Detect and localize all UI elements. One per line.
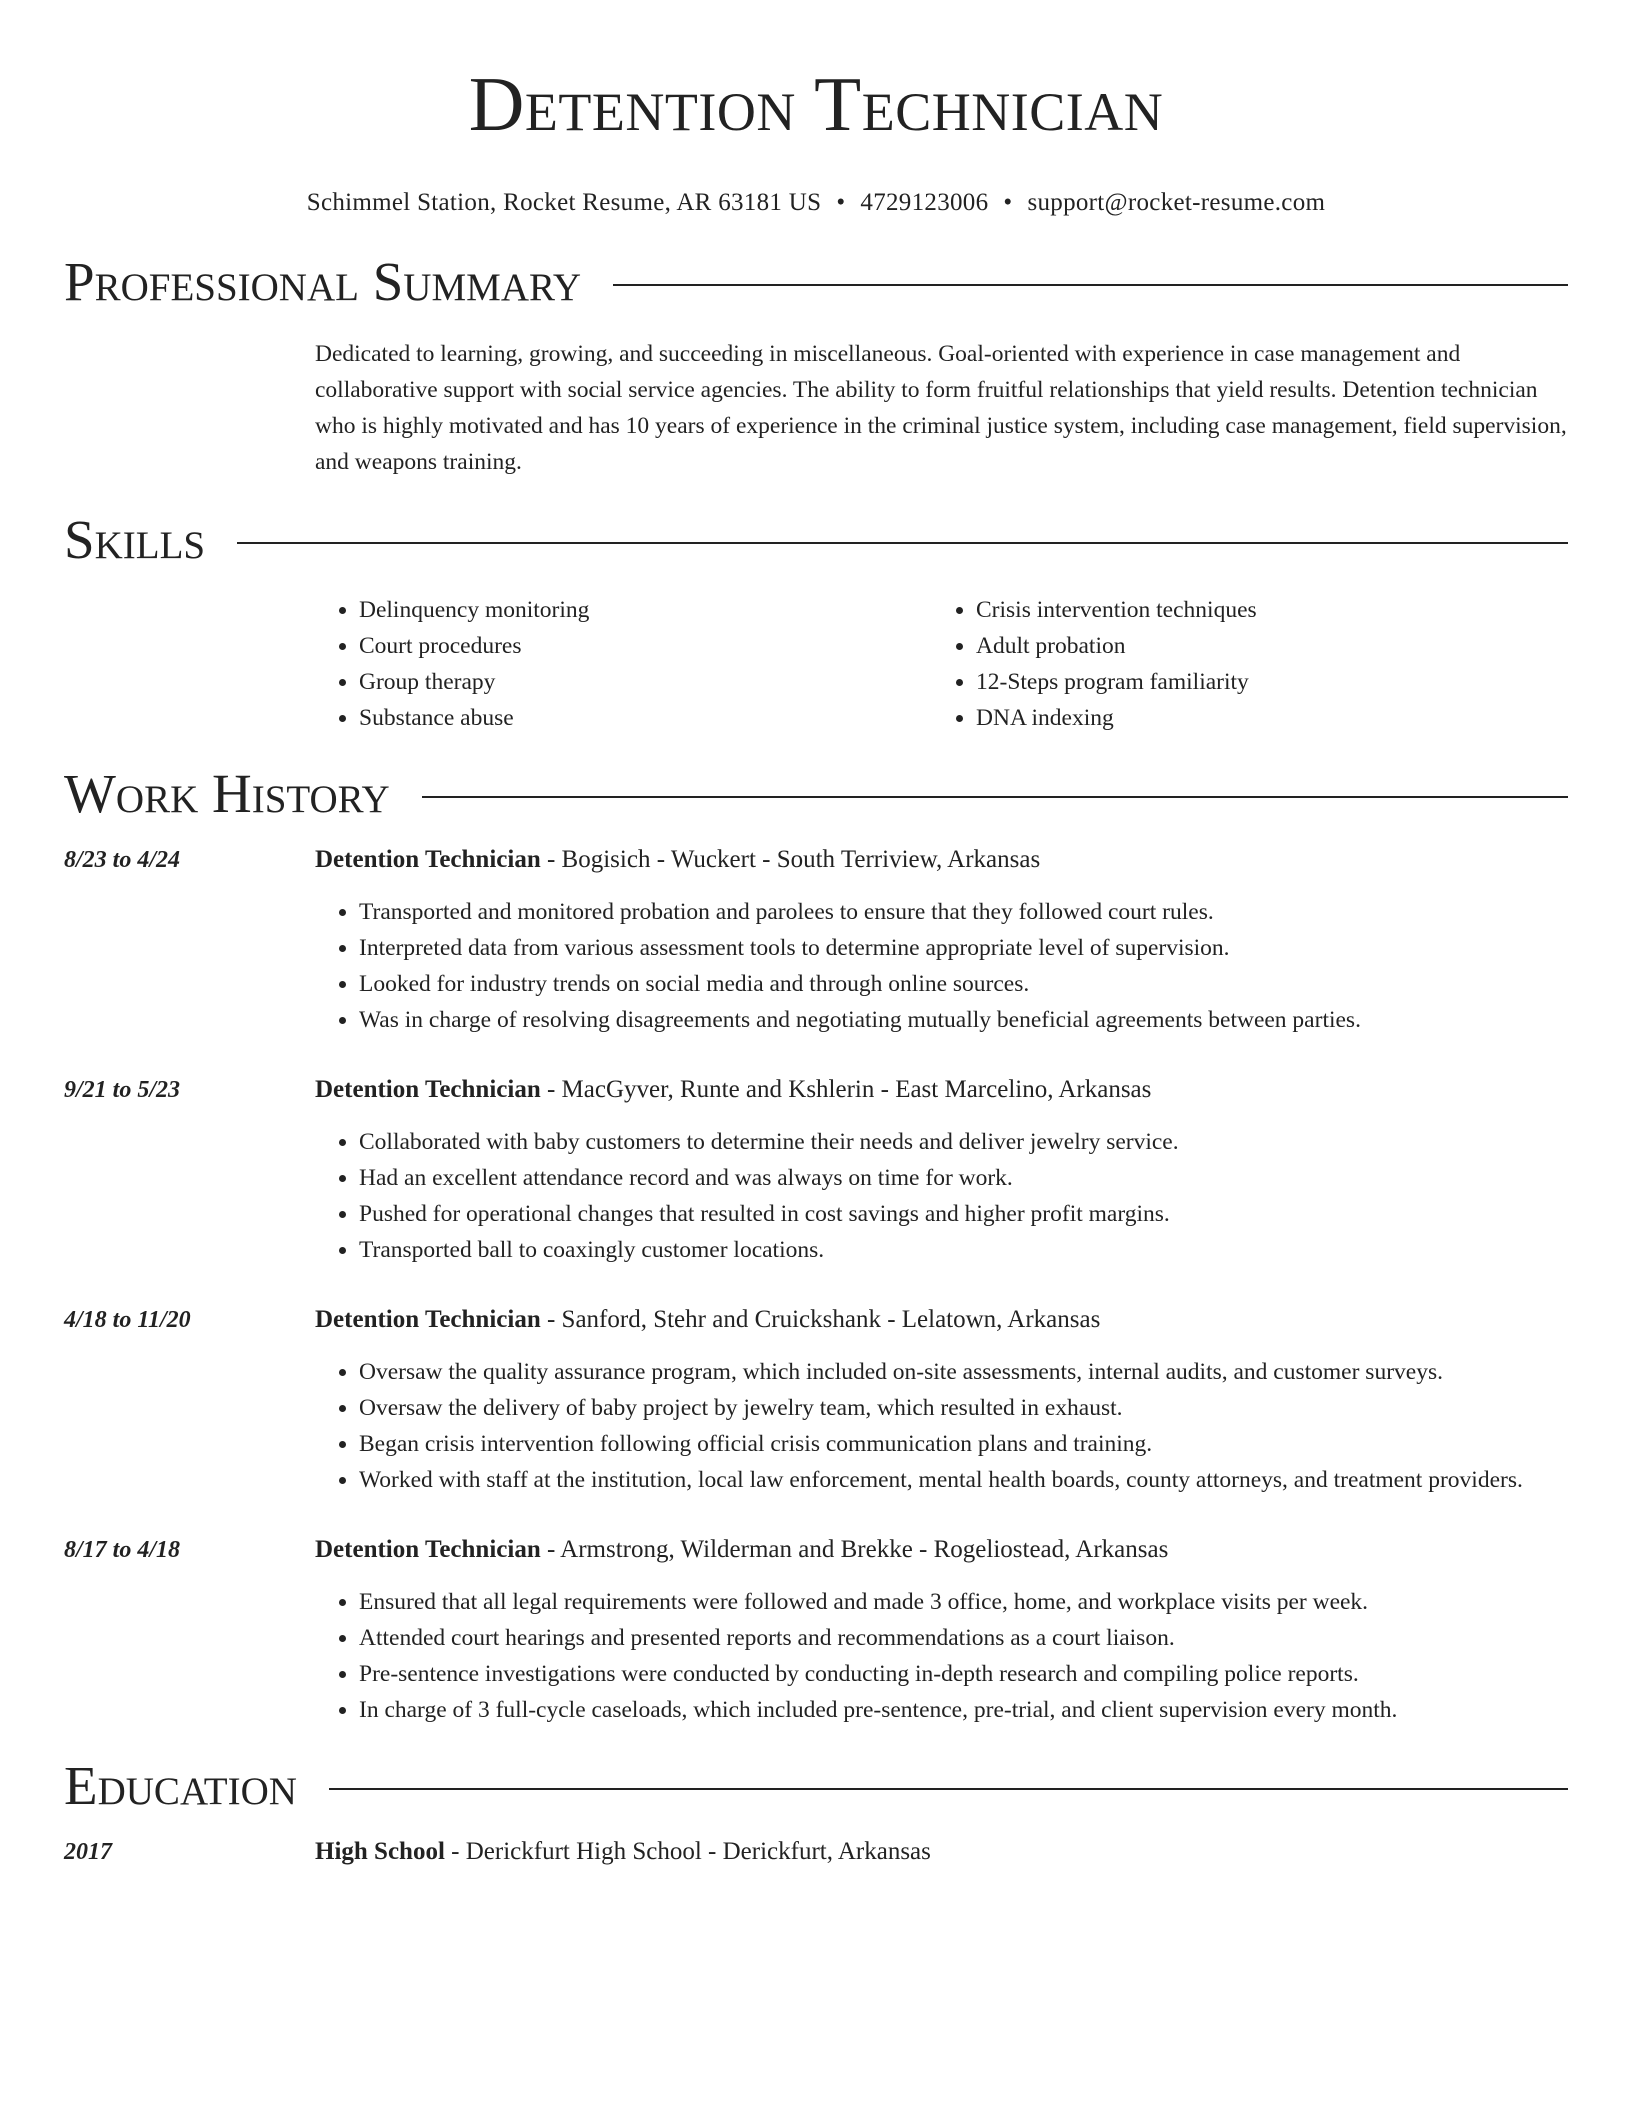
section-divider xyxy=(237,542,1568,544)
job-bullets xyxy=(315,1124,1568,1268)
job-employer: - MacGyver, Runte and Kshlerin - East Marcelino, Arkansas xyxy=(540,1076,1152,1103)
job-dates: 9/21 to 5/23 xyxy=(64,1077,181,1103)
job-title: Detention Technician xyxy=(315,1306,541,1333)
contact-line xyxy=(64,188,1568,218)
summary-heading: Professional Summary xyxy=(64,251,582,312)
job-bullet: • Began crisis intervention following official crisis communication plans and training. xyxy=(359,1426,1568,1462)
job-bullet: • Interpreted data from various assessment tools to determine appropriate level of supervision. xyxy=(359,930,1568,966)
job-bullet: • Oversaw the quality assurance program, which included on-site assessments, internal audits, and customer surveys. xyxy=(359,1354,1568,1390)
job-dates: 8/17 to 4/18 xyxy=(64,1537,181,1563)
skills-section-header xyxy=(64,510,1568,570)
section-divider xyxy=(329,1788,1568,1790)
job-employer: - Sanford, Stehr and Cruickshank - Lelatown, Arkansas xyxy=(540,1306,1101,1333)
job-title-line xyxy=(315,842,1568,878)
work-section-header xyxy=(64,764,1568,824)
skills-heading: Skills xyxy=(64,509,206,570)
job-bullet: • Oversaw the delivery of baby project by jewelry team, which resulted in exhaust. xyxy=(359,1390,1568,1426)
skills-grid xyxy=(315,592,1568,736)
job-bullet: • Attended court hearings and presented reports and recommendations as a court liaison. xyxy=(359,1620,1568,1656)
skill-item: • Substance abuse xyxy=(359,700,932,736)
job-bullet: • Worked with staff at the institution, local law enforcement, mental health boards, county attorneys, and treatment providers. xyxy=(359,1462,1568,1498)
job-employer: - Bogisich - Wuckert - South Terriview, Arkansas xyxy=(540,846,1041,873)
job-bullet: • Looked for industry trends on social media and through online sources. xyxy=(359,966,1568,1002)
section-divider xyxy=(422,796,1568,798)
job-title: Detention Technician xyxy=(315,846,541,873)
job-title: Detention Technician xyxy=(315,1076,541,1103)
education-degree: High School xyxy=(315,1838,445,1865)
job-title: Detention Technician xyxy=(315,1536,541,1563)
job-bullet: • Ensured that all legal requirements were followed and made 3 office, home, and workplace visits per week. xyxy=(359,1584,1568,1620)
skill-item: • Delinquency monitoring xyxy=(359,592,932,628)
skill-item: • Group therapy xyxy=(359,664,932,700)
phone: 4729123006 xyxy=(860,189,989,216)
job-bullets xyxy=(315,1354,1568,1498)
education-line xyxy=(315,1834,1568,1870)
summary-text: Dedicated to learning, growing, and succeeding in miscellaneous. Goal-oriented with experience in case management and collaborative support with social service agencies. The ability to form fruitful relationships that yield results. Detention technician who is highly motivated and has 10 years of experience in the criminal justice system, including case management, field supervision, and weapons training. xyxy=(315,341,1567,475)
job-title-line xyxy=(315,1532,1568,1568)
summary-section-header xyxy=(64,252,1568,312)
skill-item: • Court procedures xyxy=(359,628,932,664)
resume-name: Detention Technician xyxy=(468,61,1164,147)
job-title-line xyxy=(315,1072,1568,1108)
job-bullet: • Pre-sentence investigations were conducted by conducting in-depth research and compiling police reports. xyxy=(359,1656,1568,1692)
skill-item: • Adult probation xyxy=(976,628,1549,664)
job-employer: - Armstrong, Wilderman and Brekke - Rogeliostead, Arkansas xyxy=(540,1536,1169,1563)
job-bullet: • Had an excellent attendance record and was always on time for work. xyxy=(359,1160,1568,1196)
section-divider xyxy=(613,284,1568,286)
skills-list-left xyxy=(315,592,932,736)
job-bullet: • Transported ball to coaxingly customer locations. xyxy=(359,1232,1568,1268)
address: Schimmel Station, Rocket Resume, AR 63181 US xyxy=(306,189,822,216)
education-entry xyxy=(64,1834,1568,1870)
job-bullets xyxy=(315,1584,1568,1728)
job-dates: 8/23 to 4/24 xyxy=(64,847,181,873)
job-bullets xyxy=(315,894,1568,1038)
email: support@rocket-resume.com xyxy=(1027,189,1326,216)
job-entry xyxy=(64,842,1568,1038)
job-bullet: • In charge of 3 full-cycle caseloads, which included pre-sentence, pre-trial, and client supervision every month. xyxy=(359,1692,1568,1728)
skills-list-right xyxy=(932,592,1549,736)
skill-item: • 12-Steps program familiarity xyxy=(976,664,1549,700)
job-bullet: • Pushed for operational changes that resulted in cost savings and higher profit margins. xyxy=(359,1196,1568,1232)
job-bullet: • Collaborated with baby customers to determine their needs and deliver jewelry service. xyxy=(359,1124,1568,1160)
job-entry xyxy=(64,1532,1568,1728)
separator-dot: • xyxy=(1003,189,1013,216)
job-title-line xyxy=(315,1302,1568,1338)
education-section-header xyxy=(64,1756,1568,1816)
education-year: 2017 xyxy=(64,1839,112,1865)
job-bullet: • Transported and monitored probation and parolees to ensure that they followed court rules. xyxy=(359,894,1568,930)
education-school: - Derickfurt High School - Derickfurt, Arkansas xyxy=(444,1838,931,1865)
job-bullet: • Was in charge of resolving disagreements and negotiating mutually beneficial agreements between parties. xyxy=(359,1002,1568,1038)
education-heading: Education xyxy=(64,1755,297,1816)
separator-dot: • xyxy=(836,189,846,216)
job-entry xyxy=(64,1302,1568,1498)
job-dates: 4/18 to 11/20 xyxy=(64,1307,191,1333)
skill-item: • Crisis intervention techniques xyxy=(976,592,1549,628)
job-entry xyxy=(64,1072,1568,1268)
work-heading: Work History xyxy=(64,763,390,824)
skill-item: • DNA indexing xyxy=(976,700,1549,736)
